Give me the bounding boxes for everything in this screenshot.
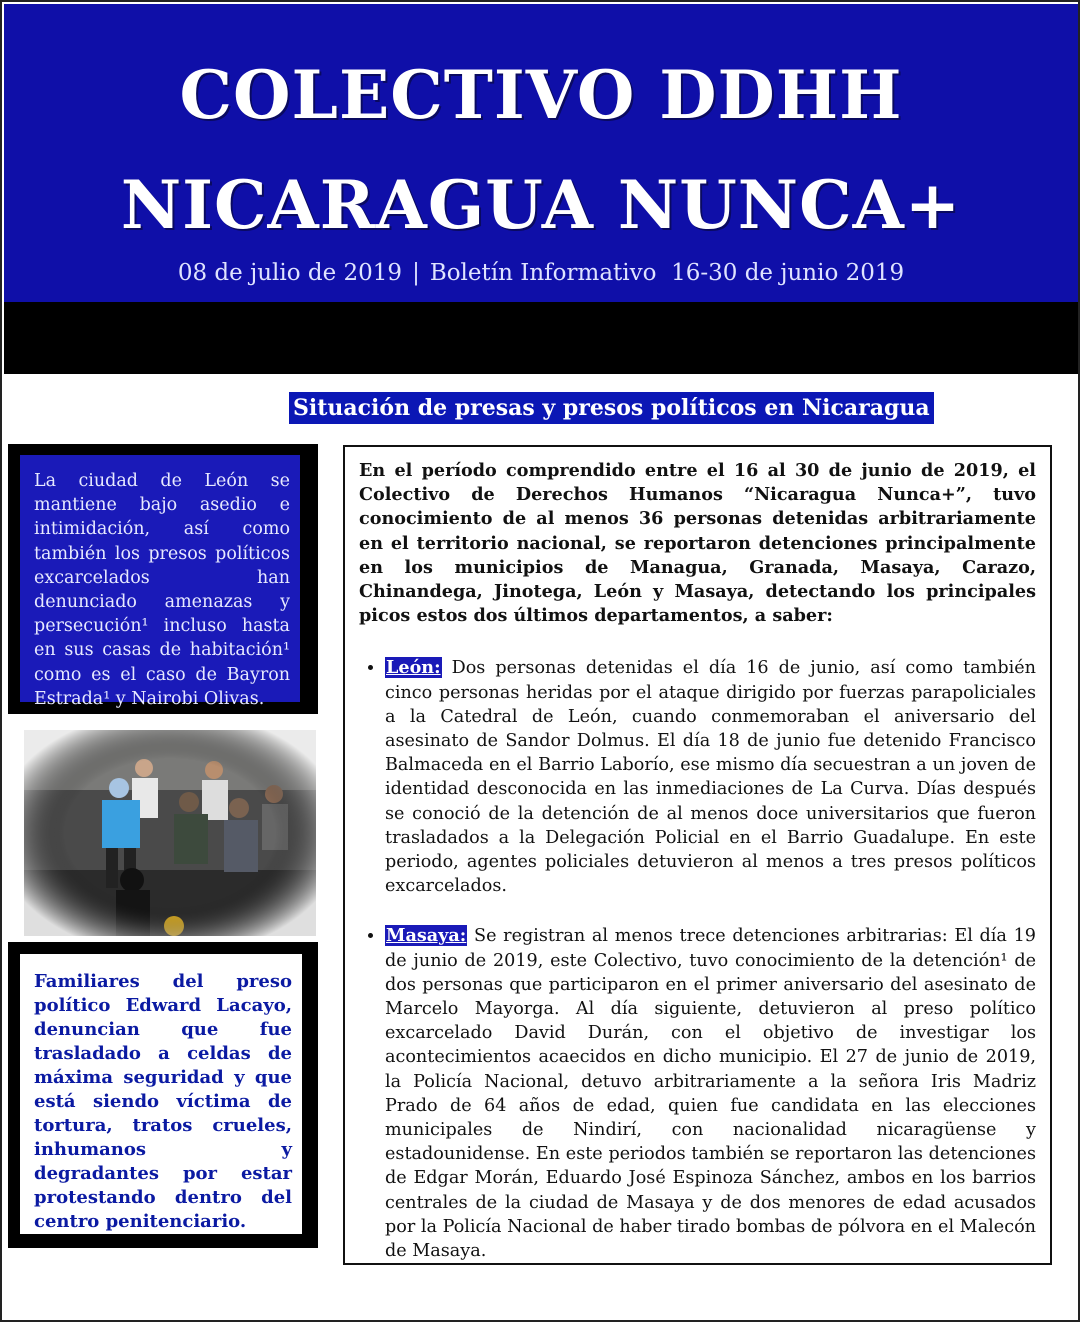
sidebar-box-leon xyxy=(8,444,318,714)
protest-photo-image xyxy=(24,730,316,936)
main-report-box xyxy=(343,445,1052,1265)
sidebar-box-lacayo xyxy=(8,942,318,1248)
sidebar-box-leon-inner xyxy=(20,455,300,709)
sidebar-box-leon-text: La ciudad de León se mantiene bajo asedio e intimidación, así como también los presos políticos excarcelados han denunciado amenazas y persecución¹ incluso hasta en sus casas de habitación¹ como es el caso de Bayron Estrada¹ y Nairobi Olivas. xyxy=(34,471,290,709)
black-band xyxy=(4,302,1078,374)
list-item-leon xyxy=(385,656,1036,898)
report-list xyxy=(359,656,1036,1263)
report-intro: En el período comprendido entre el 16 al 30 de junio de 2019, el Colectivo de Derechos Humanos “Nicaragua Nunca+”, tuvo conocimiento de al menos 36 personas detenidas arbitrariamente en el territorio nacional, se reportaron detenciones principalmente en los municipios de Managua, Granada, Masaya, Carazo, Chinandega, Jinotega, León y Masaya, detectando los principales picos estos dos últimos departamentos, a saber: xyxy=(359,460,1036,627)
bulletin-label: Boletín Informativo 16-30 de junio 2019 xyxy=(429,260,905,286)
masthead-title-line2: NICARAGUA NUNCA+ xyxy=(120,166,962,244)
protest-photo xyxy=(24,730,316,936)
list-item-masaya xyxy=(385,924,1036,1263)
leon-text: Dos personas detenidas el día 16 de junio, así como también cinco personas heridas por el ataque dirigido por fuerzas parapoliciales a la Catedral de León, cuando conmemoraban el aniversario del asesinato de Sandor Dolmus. El día 18 de junio fue detenido Francisco Balmaceda en el Barrio Laborío, ese mismo día secuestran a un joven de identidad desconocida en las inmediaciones de La Curva. Días después se conoció de la detención de al menos doce universitarios que fueron trasladados a la Delegación Policial en el Barrio Guadalupe. En este periodo, agentes policiales detuvieron al menos a tres presos políticos excarcelados. xyxy=(385,658,1036,897)
masthead-title-line1: COLECTIVO DDHH xyxy=(179,56,903,134)
masthead-subtitle xyxy=(4,260,1078,286)
issue-date: 08 de julio de 2019 xyxy=(177,260,403,286)
masthead xyxy=(4,4,1078,302)
masaya-text: Se registran al menos trece detenciones arbitrarias: El día 19 de junio de 2019, este Colectivo, tuvo conocimiento de la detención¹ de dos personas que participaron en el primer aniversario del asesinato de Marcelo Mayorga. Al día siguiente, detuvieron al preso político excarcelado David Durán, con el objetivo de investigar los acontecimientos acaecidos en dicho municipio. El 27 de junio de 2019, la Policía Nacional, detuvo arbitrariamente a la señora Iris Madriz Prado de 64 años de edad, quien fue candidata en las elecciones municipales de Nindirí, con nacionalidad nicaragüense y estadounidense. En este periodos también se reportaron las detenciones de Edgar Morán, Eduardo José Espinoza Sánchez, ambos en los barrios centrales de la ciudad de Masaya y de dos menores de edad acusados por la Policía Nacional de haber tirado bombas de pólvora en el Malecón de Masaya. xyxy=(385,926,1036,1262)
masaya-label: Masaya: xyxy=(386,925,467,947)
leon-label: León: xyxy=(386,657,441,679)
subtitle-separator: | xyxy=(412,260,420,286)
sidebar-box-lacayo-text: Familiares del preso político Edward Lacayo, denuncian que fue trasladado a celdas de máxima seguridad y que está siendo víctima de tortura, tratos crueles, inhumanos y degradantes por estar protestando dentro del centro penitenciario. xyxy=(34,971,292,1232)
section-heading: Situación de presas y presos políticos en Nicaragua xyxy=(289,392,934,424)
sidebar-box-lacayo-inner xyxy=(20,954,302,1234)
